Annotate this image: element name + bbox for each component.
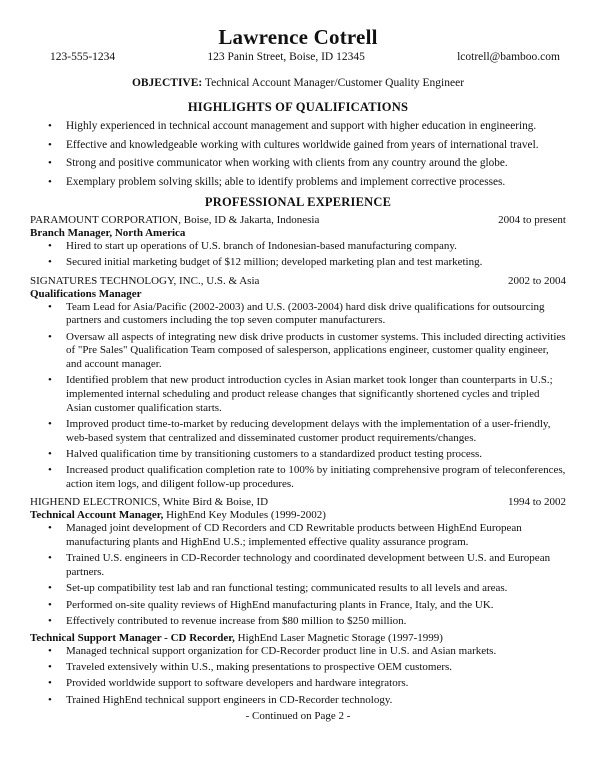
job-entry <box>30 214 566 270</box>
experience-section <box>30 214 566 708</box>
job-title-detail: HighEnd Key Modules (1999-2002) <box>163 509 326 522</box>
company-name: HIGHEND ELECTRONICS, White Bird & Boise, ID <box>30 496 269 509</box>
job-title-text: Technical Support Manager - CD Recorder, <box>30 631 235 644</box>
objective-label: OBJECTIVE: <box>131 77 203 89</box>
street-address: 123 Panin Street, Boise, ID 12345 <box>207 51 365 63</box>
duty-item: • Trained U.S. engineers in CD-Recorder technology and coordinated development between U.S. and European partners. <box>30 552 566 579</box>
email-address: lcotrell@bamboo.com <box>457 51 560 63</box>
highlights-list <box>30 119 566 189</box>
applicant-name: Lawrence Cotrell <box>218 25 378 49</box>
job-title-text: Technical Account Manager, <box>30 509 164 522</box>
highlights-heading: HIGHLIGHTS OF QUALIFICATIONS <box>187 100 409 114</box>
company-name: PARAMOUNT CORPORATION, Boise, ID & Jakarta, Indonesia <box>30 213 320 226</box>
duty-item: • Effectively contributed to revenue increase from $80 million to $250 million. <box>30 615 566 629</box>
objective-text: Technical Account Manager/Customer Quality Engineer <box>204 77 465 89</box>
continued-footer: - Continued on Page 2 - <box>245 710 351 723</box>
duty-item: • Increased product qualification completion rate to 100% by initiating comprehensive program of teleconferences, action item logs, and diligent follow-up procedures. <box>30 464 566 491</box>
highlight-item: • Highly experienced in technical account management and support with higher education in engineering. <box>30 119 566 133</box>
job-duties <box>30 240 566 270</box>
duty-item: • Set-up compatibility test lab and ran functional testing; communicated results to all levels and areas. <box>30 582 566 596</box>
duty-item: • Improved product time-to-market by reducing development delays with the implementation of a user-friendly, web-based system that centralized and disseminated customer product requirements/changes. <box>30 418 566 445</box>
duty-item: • Performed on-site quality reviews of HighEnd manufacturing plants in France, Italy, and the UK. <box>30 599 566 613</box>
job-dates: 2002 to 2004 <box>507 274 566 287</box>
objective-line <box>30 77 566 89</box>
contact-line <box>30 51 566 63</box>
experience-heading: PROFESSIONAL EXPERIENCE <box>204 194 392 209</box>
company-line <box>30 214 566 227</box>
duty-item: • Managed technical support organization for CD-Recorder product line in U.S. and Asian markets. <box>30 645 566 659</box>
duty-item: • Identified problem that new product introduction cycles in Asian market took longer than counterparts in U.S.; implemented internal scheduling and product release changes that significantly shortened cycles and tripled Asian customer qualification starts. <box>30 374 566 415</box>
highlight-item: • Effective and knowledgeable working with cultures worldwide gained from years of international travel. <box>30 138 566 152</box>
company-line <box>30 275 566 288</box>
job-duties <box>30 645 566 708</box>
job-duties <box>30 301 566 492</box>
job-dates: 2004 to present <box>498 213 566 226</box>
highlight-item: • Strong and positive communicator when working with clients from any country around the globe. <box>30 156 566 170</box>
job-dates: 1994 to 2002 <box>507 496 566 509</box>
duty-item: • Hired to start up operations of U.S. branch of Indonesian-based manufacturing company. <box>30 240 566 254</box>
duty-item: • Oversaw all aspects of integrating new disk drive products in customer systems. This included directing activities of "Pre Sales" Qualification Team composed of salesperson, applications engineer, customer quality engineer, and account manager. <box>30 331 566 372</box>
job-entry <box>30 275 566 492</box>
job-title <box>30 632 566 645</box>
phone-number: 123-555-1234 <box>50 51 116 63</box>
job-title <box>30 288 566 301</box>
company-line <box>30 496 566 509</box>
highlight-item: • Exemplary problem solving skills; able to identify problems and implement corrective processes. <box>30 175 566 189</box>
job-title <box>30 509 566 522</box>
duty-item: • Trained HighEnd technical support engineers in CD-Recorder technology. <box>30 694 566 708</box>
duty-item: • Halved qualification time by transitioning customers to a standardized product testing process. <box>30 448 566 462</box>
job-title-detail: HighEnd Laser Magnetic Storage (1997-1999) <box>234 631 443 644</box>
duty-item: • Team Lead for Asia/Pacific (2002-2003) and U.S. (2003-2004) hard disk drive qualifications for outsourcing partners and customers including the top seven computer manufacturers. <box>30 301 566 328</box>
company-name: SIGNATURES TECHNOLOGY, INC., U.S. & Asia <box>30 274 260 287</box>
duty-item: • Secured initial marketing budget of $12 million; developed marketing plan and test marketing. <box>30 256 566 270</box>
job-title <box>30 227 566 240</box>
duty-item: • Managed joint development of CD Recorders and CD Rewritable products between HighEnd European manufacturing plants and HighEnd U.S.; implemented effective quality assurance program. <box>30 522 566 549</box>
job-entry <box>30 496 566 707</box>
duty-item: • Traveled extensively within U.S., making presentations to prospective OEM customers. <box>30 661 566 675</box>
job-title-text: Branch Manager, North America <box>30 226 186 239</box>
job-duties <box>30 522 566 628</box>
duty-item: • Provided worldwide support to software developers and hardware integrators. <box>30 677 566 691</box>
job-title-text: Qualifications Manager <box>30 287 142 300</box>
